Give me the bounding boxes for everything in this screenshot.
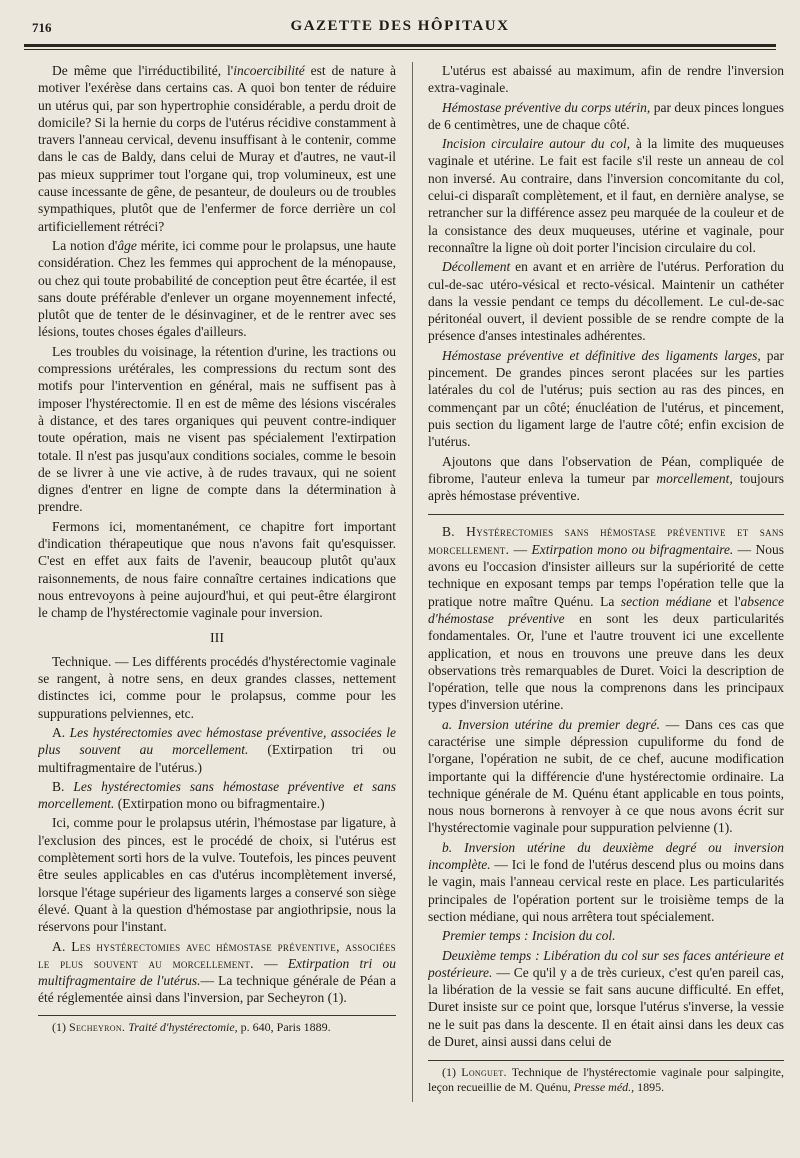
column-divider bbox=[412, 62, 413, 1102]
paragraph-second-degree: b. Inversion utérine du deuxième degré ou inversion incomplète. — Ici le fond de l'utérus descend plus ou moins dans le vagin, mais l'anneau cervical reste en place. Les particularités principales de l'opération portent sur le troisième temps de la section médiane, qui nous arrêtera tout spécialement. bbox=[428, 839, 784, 924]
paragraph-hemostasis-body: Hémostase préventive du corps utérin, par deux pinces longues de 6 centimètres, une de chaque côté. bbox=[428, 99, 784, 132]
page-number: 716 bbox=[32, 20, 52, 35]
paragraph-detachment: Décollement en avant et en arrière de l'utérus. Perforation du cul-de-sac utéro-vésical et recto-vésical. Maintenir un cathéter dans la vessie pendant ce temps du décollement. Le cul-de-sac péritonéal ouvert, il devient possible de se rendre compte de la présence d'anses intestinales adhérentes. bbox=[428, 259, 784, 344]
footnote-rule bbox=[38, 1015, 396, 1016]
paragraph-incoercibility: De même que l'irréductibilité, l'incoercibilité est de nature à motiver l'exérèse dans certains cas. A quoi bon tenter de réduire un utérus qui, par son hypertrophie considérable, a perdu droit de domicile? Si la hernie du corps de l'utérus récidive constamment à travers l'anneau cervical, devenu insuffisant à le contenir, comme dans le cas de Baldy, dans celui de Muray et d'autres, ne vaut-il pas mieux supprimer tout l'organe qui, trop volumineux, est une cause incessante de gêne, de pesanteur, de douleurs ou de troubles sympathiques, plutôt que de l'enfermer de force derrière un col artificiellement rétréci? bbox=[38, 63, 396, 234]
footnote-left: (1) Secheyron. Traité d'hystérectomie, p. 640, Paris 1889. bbox=[52, 1019, 331, 1034]
footnote-right: (1) Longuet. Technique de l'hystérectomie vaginale pour salpingite, leçon recueillie de M. Quénu, Presse méd., 1895. bbox=[428, 1065, 784, 1095]
paragraph-subsection-b: B. Hystérectomies sans hémostase préventive et sans morcellement. — Extirpation mono ou bifragmentaire. — Nous avons eu l'occasion d'insister ailleurs sur la supériorité de cette technique en exposant temps par temps l'opération telle que la pratique notre maître Quénu. La section médiane et l'absence d'hémostase préventive en sont les deux particularités fondamentales. Or, l'une et l'autre trouvent ici une excellente application, et nous en trouvons une preuve dans les deux observations très remarquables de Duret. Voici la description de l'opération, telle que nous la comprenons dans les principaux types d'inversion utérine. bbox=[428, 524, 784, 713]
paragraph-second-step: Deuxième temps : Libération du col sur ses faces antérieure et postérieure. — Ce qu'il y a de très curieux, c'est qu'en pareil cas, la libération de la vessie se fait sans aucune difficulté. En effet, Duret insiste sur ce point que, lorsque l'utérus s'inverse, la vessie ne le suit pas dans la descente. Il en était ainsi dans les deux cas de Duret, ainsi aussi dans celui de bbox=[428, 947, 784, 1050]
page-header bbox=[24, 8, 776, 48]
paragraph-class-a: A. Les hystérectomies avec hémostase préventive, associées le plus souvent au morcellement. (Extirpation tri ou multifragmentaire de l'utérus.) bbox=[38, 724, 396, 775]
paragraph-subsection-a: A. Les hystérectomies avec hémostase préventive, associées le plus souvent au morcellement. — Extirpation tri ou multifragmentaire de l'utérus.— La technique générale de Péan a été réglementée ainsi dans l'inversion, par Secheyron (1). bbox=[38, 938, 396, 1006]
paragraph-technique: Technique. — Les différents procédés d'hystérectomie vaginale se rangent, à notre sens, en deux grandes classes, nettement distinctes ici, comme pour le prolapsus, comme pour les suppurations pelviennes, etc. bbox=[38, 653, 396, 721]
paragraph-first-step: Premier temps : Incision du col. bbox=[442, 928, 616, 944]
paragraph-pean-observation: Ajoutons que dans l'observation de Péan, compliquée de fibrome, l'auteur enleva la tumeur par morcellement, toujours après hémostase préventive. bbox=[428, 453, 784, 504]
running-title: GAZETTE DES HÔPITAUX bbox=[290, 18, 510, 34]
paragraph-hemostasis: Ici, comme pour le prolapsus utérin, l'hémostase par ligature, à l'exclusion des pinces, est le procédé de choix, si l'utérus est complètement sorti hors de la vulve. Toutefois, les pinces peuvent être seules applicables en cas d'utérus incomplètement inversé, lorsque l'étage supérieur des ligaments larges a conservé son siège élevé. Quant à la question d'hémostase par angiothripsie, nous la réservons pour l'instant. bbox=[38, 815, 396, 935]
header-rule-thin bbox=[24, 49, 776, 50]
paragraph-neighbourhood-troubles: Les troubles du voisinage, la rétention d'urine, les tractions ou compressions urétérales, les compressions du rectum sont des motifs pour l'intervention en général, mais ne suffisent pas à imposer l'hystérectomie. Il en est de même des lésions viscérales à distance, et des tares organiques qui peuvent contre-indiquer toute opération, mais ne visent pas spécialement l'extirpation totale. Il n'est pas jusqu'aux conditions sociales, comme le besoin de se livrer à une vie active, à de rudes travaux, qui ne soient dignes d'entrer en ligne de compte dans la détermination à prendre. bbox=[38, 343, 396, 515]
section-separator bbox=[428, 514, 784, 515]
paragraph-broad-ligaments: Hémostase préventive et définitive des ligaments larges, par pincement. De grandes pinces seront placées sur les parties latérales du col de l'utérus; puis section au ras des pinces, en commençant par un côté; énucléation de l'utérus, et pincement, puis section du ligament large de l'autre côté; enfin excision de l'utérus. bbox=[428, 347, 784, 450]
header-rule-thick bbox=[24, 44, 776, 47]
paragraph-class-b: B. Les hystérectomies sans hémostase préventive et sans morcellement. (Extirpation mono ou bifragmentaire.) bbox=[38, 778, 396, 812]
footnote-rule-right bbox=[428, 1060, 784, 1061]
paragraph-circular-incision: Incision circulaire autour du col, à la limite des muqueuses vaginale et utérine. Le fait est facile s'il reste un anneau de col non inversé. Au contraire, dans l'inversion concomitante du col, celui-ci disparaît complètement, et il faut, en dernière analyse, se retrancher sur la différence assez peu marquée de la couleur et de la consistance des deux muqueuses, utérine et vaginale, pour reconnaître la ligne où doit porter l'incision circulaire du col. bbox=[428, 136, 784, 255]
paragraph-age: La notion d'âge mérite, ici comme pour le prolapsus, une haute considération. Chez les femmes qui approchent de la ménopause, ou chez qui toute probabilité de conception peut être écartée, il est sans doute préférable d'enlever un organe moyennement infecté, plutôt que de tenter de le désinvaginer, et de le rentrer avec ses lésions, toutes choses égales d'ailleurs. bbox=[38, 237, 396, 340]
section-number: III bbox=[210, 630, 224, 646]
paragraph-indications-summary: Fermons ici, momentanément, ce chapitre fort important d'indication thérapeutique que nous n'avons fait qu'esquisser. C'est en effet aux faits de l'avenir, beaucoup plutôt qu'aux raisonnements, de nous faire connaître certaines indications que nous entrevoyons à peine aujourd'hui, et qui peut-être élargiront le champ de l'hystérectomie vaginale pour inversion. bbox=[38, 518, 396, 621]
paragraph-uterus-lowered: L'utérus est abaissé au maximum, afin de rendre l'inversion extra-vaginale. bbox=[428, 63, 784, 96]
right-column bbox=[428, 62, 784, 1132]
left-column bbox=[38, 62, 396, 1132]
paragraph-first-degree: a. Inversion utérine du premier degré. — Dans ces cas que caractérise une simple dépression cupuliforme du fond de l'organe, l'opération ne subit, de ce chef, aucune modification importante qui la différencie d'une hystérectomie ordinaire. La technique générale de M. Quénu étant applicable en tous points, nous nous bornerons à renvoyer à ce que nous avons écrit sur l'hystérectomie vaginale pour suppuration pelvienne (1). bbox=[428, 716, 784, 836]
